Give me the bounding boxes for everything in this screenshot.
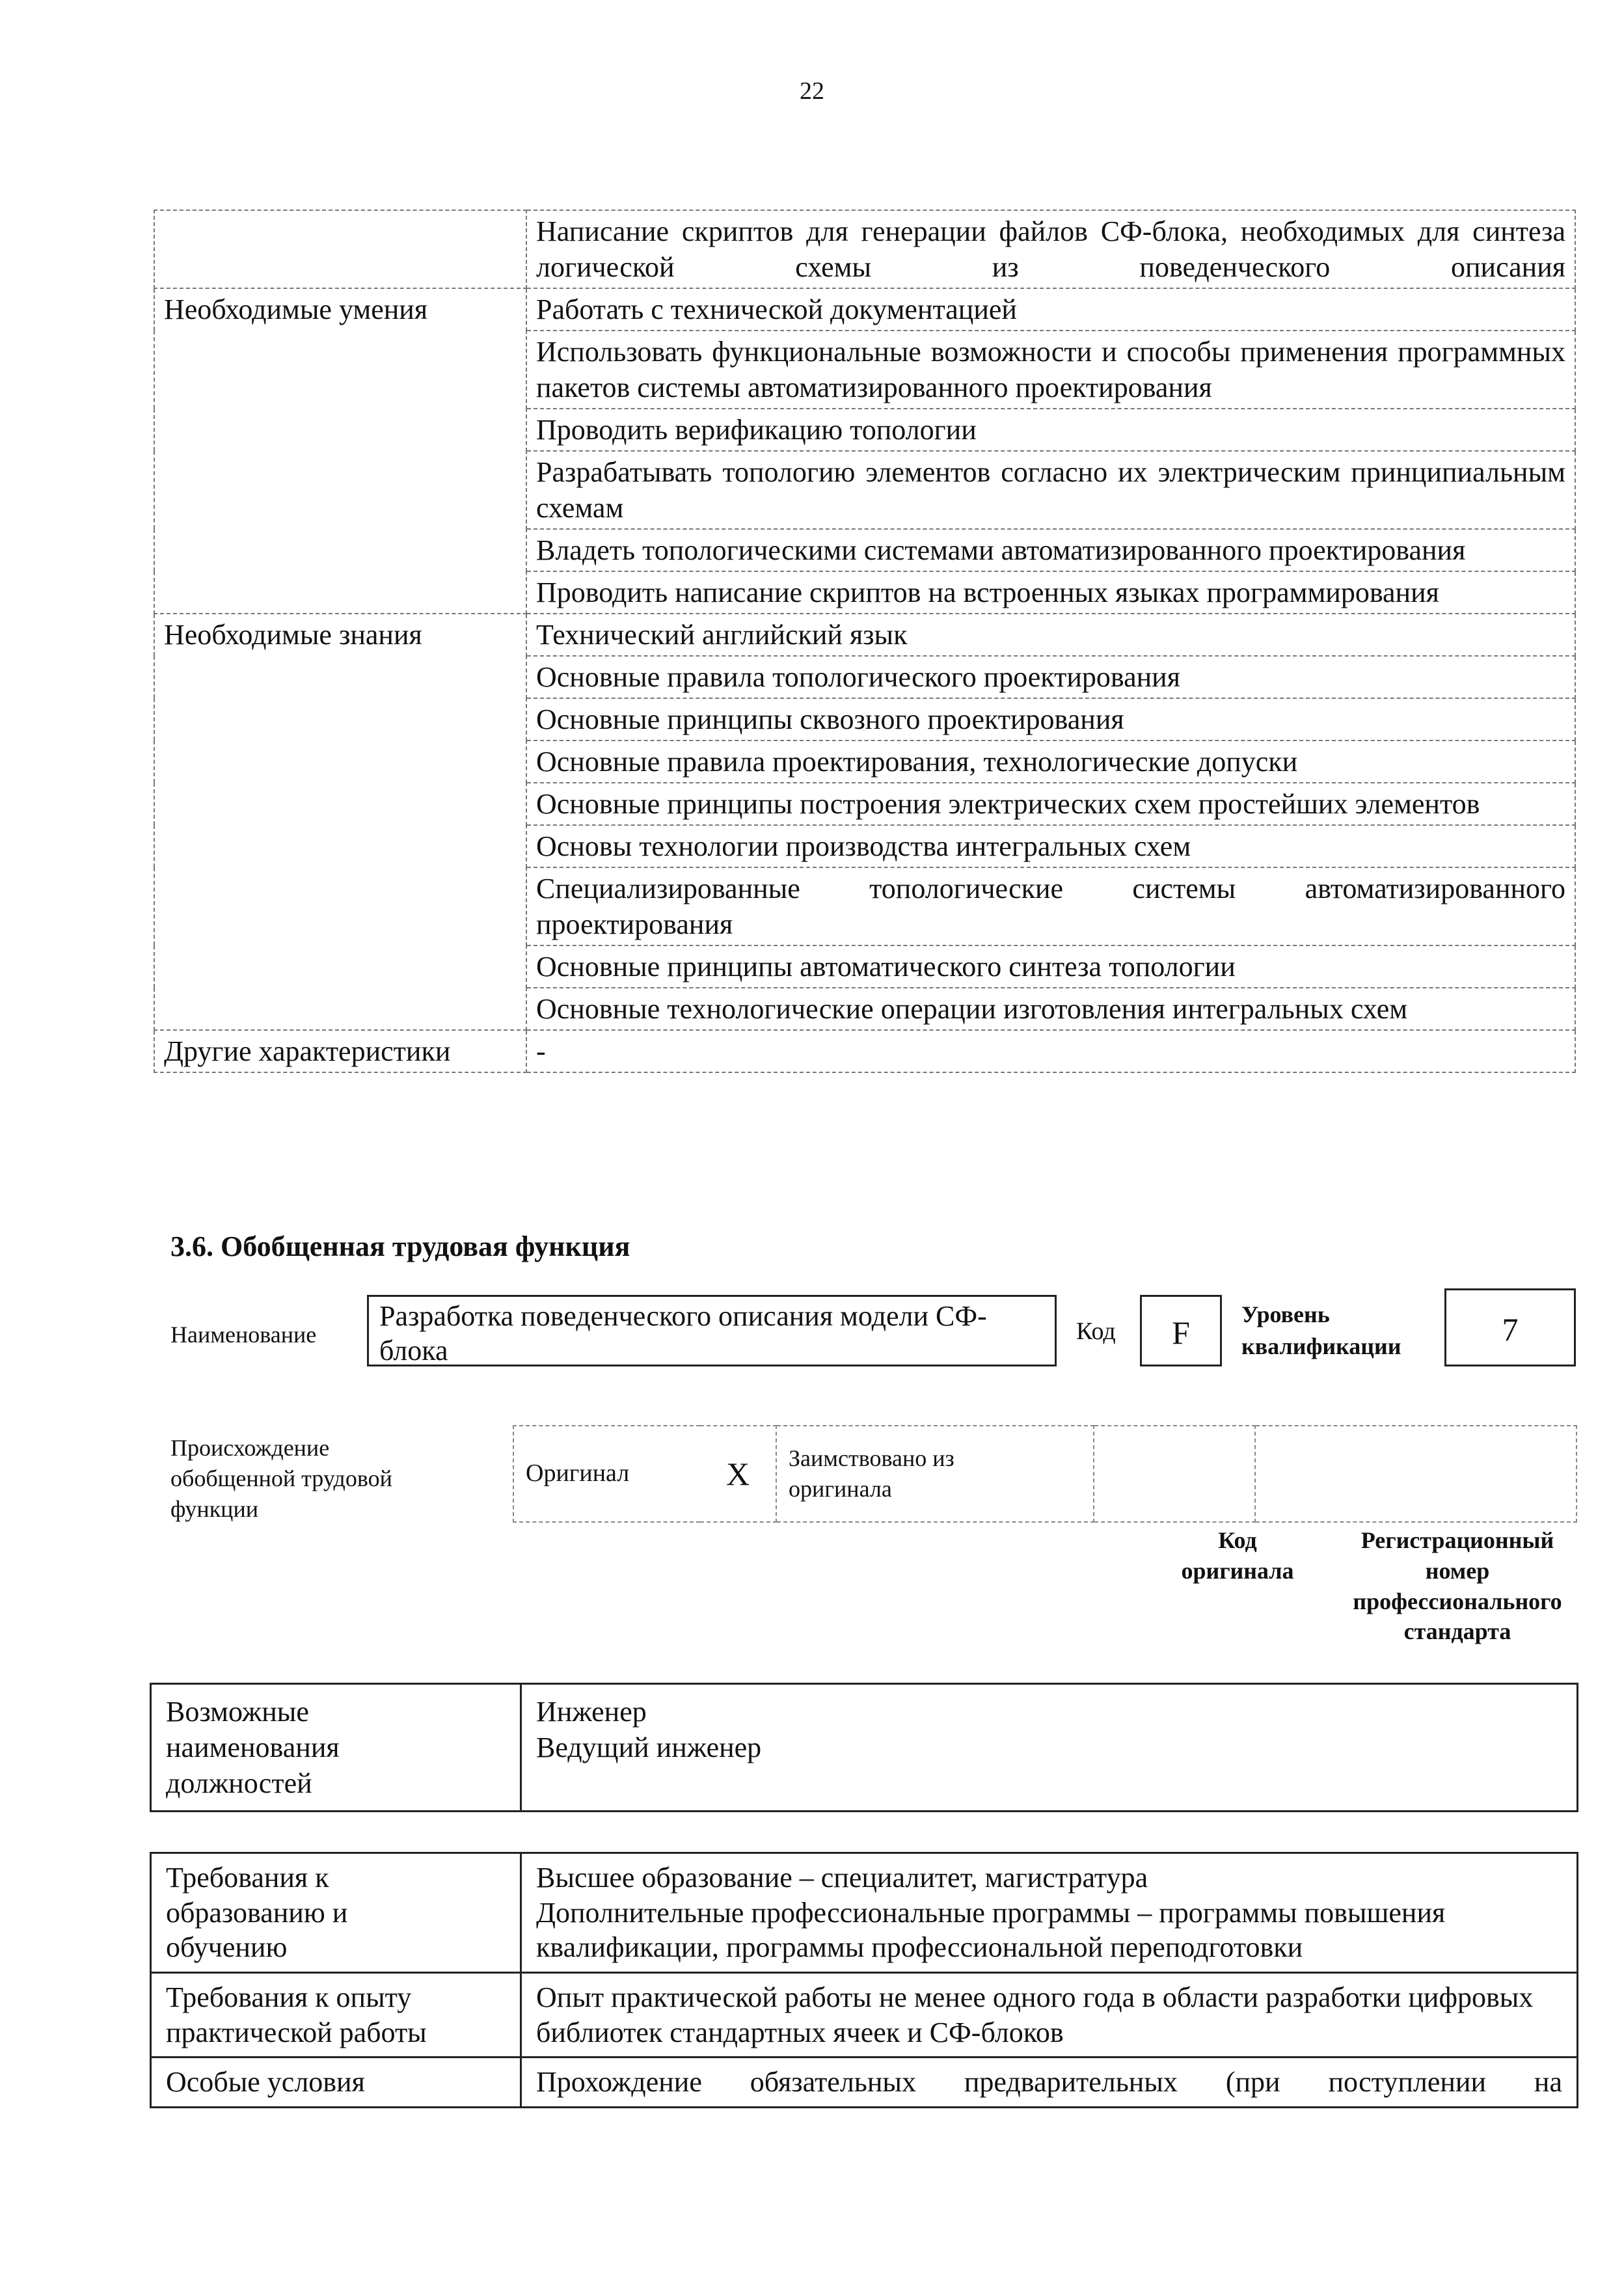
- other-item: -: [526, 1030, 1575, 1072]
- skill-item: Работать с технической документацией: [526, 288, 1575, 331]
- table-row: [513, 1426, 1577, 1522]
- positions-table: [150, 1683, 1578, 1812]
- borrowed-line: оригинала: [789, 1476, 892, 1502]
- requirement-label: [151, 1973, 521, 2058]
- caption-line: Регистрационный: [1360, 1527, 1554, 1553]
- requirement-value: [521, 2058, 1578, 2108]
- code-label: Код: [1076, 1318, 1116, 1345]
- borrowed-label: [776, 1426, 1094, 1522]
- requirement-line: Дополнительные профессиональные программы – программы повышения квалификации, программы профессиональной переподготовки: [536, 1896, 1446, 1964]
- table-row: [151, 2058, 1578, 2108]
- skill-item: Проводить написание скриптов на встроенных языках программирования: [526, 571, 1575, 614]
- origin-label: [170, 1433, 392, 1524]
- skills-knowledge-table: [154, 210, 1576, 1073]
- origin-table: [513, 1425, 1577, 1523]
- table-row: [154, 288, 1575, 331]
- requirement-line: Высшее образование – специалитет, магистратура: [536, 1862, 1148, 1894]
- original-code-cell: [1094, 1426, 1255, 1522]
- original-mark: X: [700, 1426, 776, 1522]
- requirement-label: [151, 2058, 521, 2108]
- knowledge-item: Специализированные топологические системы автоматизированного проектирования: [526, 867, 1575, 945]
- position-item: Ведущий инженер: [536, 1732, 762, 1763]
- level-value-box: 7: [1444, 1288, 1576, 1366]
- page-number: 22: [800, 77, 824, 105]
- position-item: Инженер: [536, 1696, 647, 1728]
- name-label: Наименование: [170, 1322, 317, 1348]
- original-code-caption: [1153, 1525, 1322, 1586]
- row-label-other: Другие характеристики: [154, 1030, 526, 1072]
- level-label-line: квалификации: [1241, 1333, 1401, 1359]
- registration-number-caption: [1334, 1525, 1581, 1647]
- label-line: Особые условия: [166, 2066, 365, 2099]
- row-label: [154, 210, 526, 288]
- code-value-box: F: [1140, 1295, 1222, 1366]
- row-label-skills: Необходимые умения: [154, 288, 526, 614]
- table-row: [151, 1973, 1578, 2058]
- knowledge-item: Основные принципы сквозного проектирования: [526, 698, 1575, 740]
- requirement-value: [521, 1853, 1578, 1973]
- origin-label-line: Происхождение: [170, 1435, 330, 1461]
- requirements-table: [150, 1852, 1578, 2108]
- table-row: [151, 1853, 1578, 1973]
- requirement-label: [151, 1853, 521, 1973]
- caption-line: профессионального: [1353, 1588, 1562, 1614]
- label-line: образованию и: [166, 1896, 348, 1929]
- label-line: Возможные: [166, 1696, 309, 1728]
- positions-values: [521, 1684, 1578, 1812]
- knowledge-item: Основные правила топологического проектирования: [526, 656, 1575, 698]
- table-row: [154, 1030, 1575, 1072]
- table-row: [154, 614, 1575, 656]
- skill-item: Проводить верификацию топологии: [526, 409, 1575, 451]
- skill-item: Разрабатывать топологию элементов согласно их электрическим принципиальным схемам: [526, 451, 1575, 529]
- level-label-line: Уровень: [1241, 1301, 1330, 1327]
- table-row: [154, 210, 1575, 288]
- borrowed-line: Заимствовано из: [789, 1445, 954, 1472]
- table-row: [151, 1684, 1578, 1812]
- row-item: Написание скриптов для генерации файлов СФ-блока, необходимых для синтеза логической схемы из поведенческого описания: [526, 210, 1575, 288]
- registration-number-cell: [1255, 1426, 1577, 1522]
- level-label: [1241, 1299, 1401, 1362]
- label-line: Требования к: [166, 1862, 329, 1894]
- label-line: должностей: [166, 1767, 312, 1799]
- label-line: Требования к опыту: [166, 1981, 412, 2014]
- original-label: Оригинал: [513, 1426, 700, 1522]
- knowledge-item: Основы технологии производства интегральных схем: [526, 825, 1575, 867]
- origin-label-line: функции: [170, 1495, 258, 1522]
- row-label-knowledge: Необходимые знания: [154, 614, 526, 1030]
- knowledge-item: Технический английский язык: [526, 614, 1575, 656]
- knowledge-item: Основные технологические операции изготовления интегральных схем: [526, 988, 1575, 1030]
- caption-line: Код: [1218, 1527, 1257, 1553]
- caption-line: номер: [1425, 1557, 1490, 1584]
- label-line: практической работы: [166, 2016, 427, 2048]
- label-line: обучению: [166, 1931, 288, 1964]
- requirement-value: [521, 1973, 1578, 2058]
- origin-label-line: обобщенной трудовой: [170, 1465, 392, 1491]
- knowledge-item: Основные правила проектирования, технологические допуски: [526, 740, 1575, 783]
- label-line: наименования: [166, 1732, 340, 1763]
- requirement-line: Прохождение обязательных предварительных (при поступлении на: [536, 2066, 1562, 2099]
- knowledge-item: Основные принципы построения электрических схем простейших элементов: [526, 783, 1575, 825]
- knowledge-item: Основные принципы автоматического синтеза топологии: [526, 945, 1575, 988]
- caption-line: стандарта: [1403, 1618, 1511, 1645]
- positions-label: [151, 1684, 521, 1812]
- name-value-box: Разработка поведенческого описания модели СФ-блока: [367, 1295, 1057, 1366]
- skill-item: Владеть топологическими системами автоматизированного проектирования: [526, 529, 1575, 571]
- skill-item: Использовать функциональные возможности и способы применения программных пакетов системы автоматизированного проектирования: [526, 331, 1575, 409]
- caption-line: оригинала: [1181, 1557, 1294, 1584]
- requirement-line: Опыт практической работы не менее одного года в области разработки цифровых библиотек стандартных ячеек и СФ-блоков: [536, 1981, 1534, 2048]
- section-heading: 3.6. Обобщенная трудовая функция: [170, 1230, 630, 1262]
